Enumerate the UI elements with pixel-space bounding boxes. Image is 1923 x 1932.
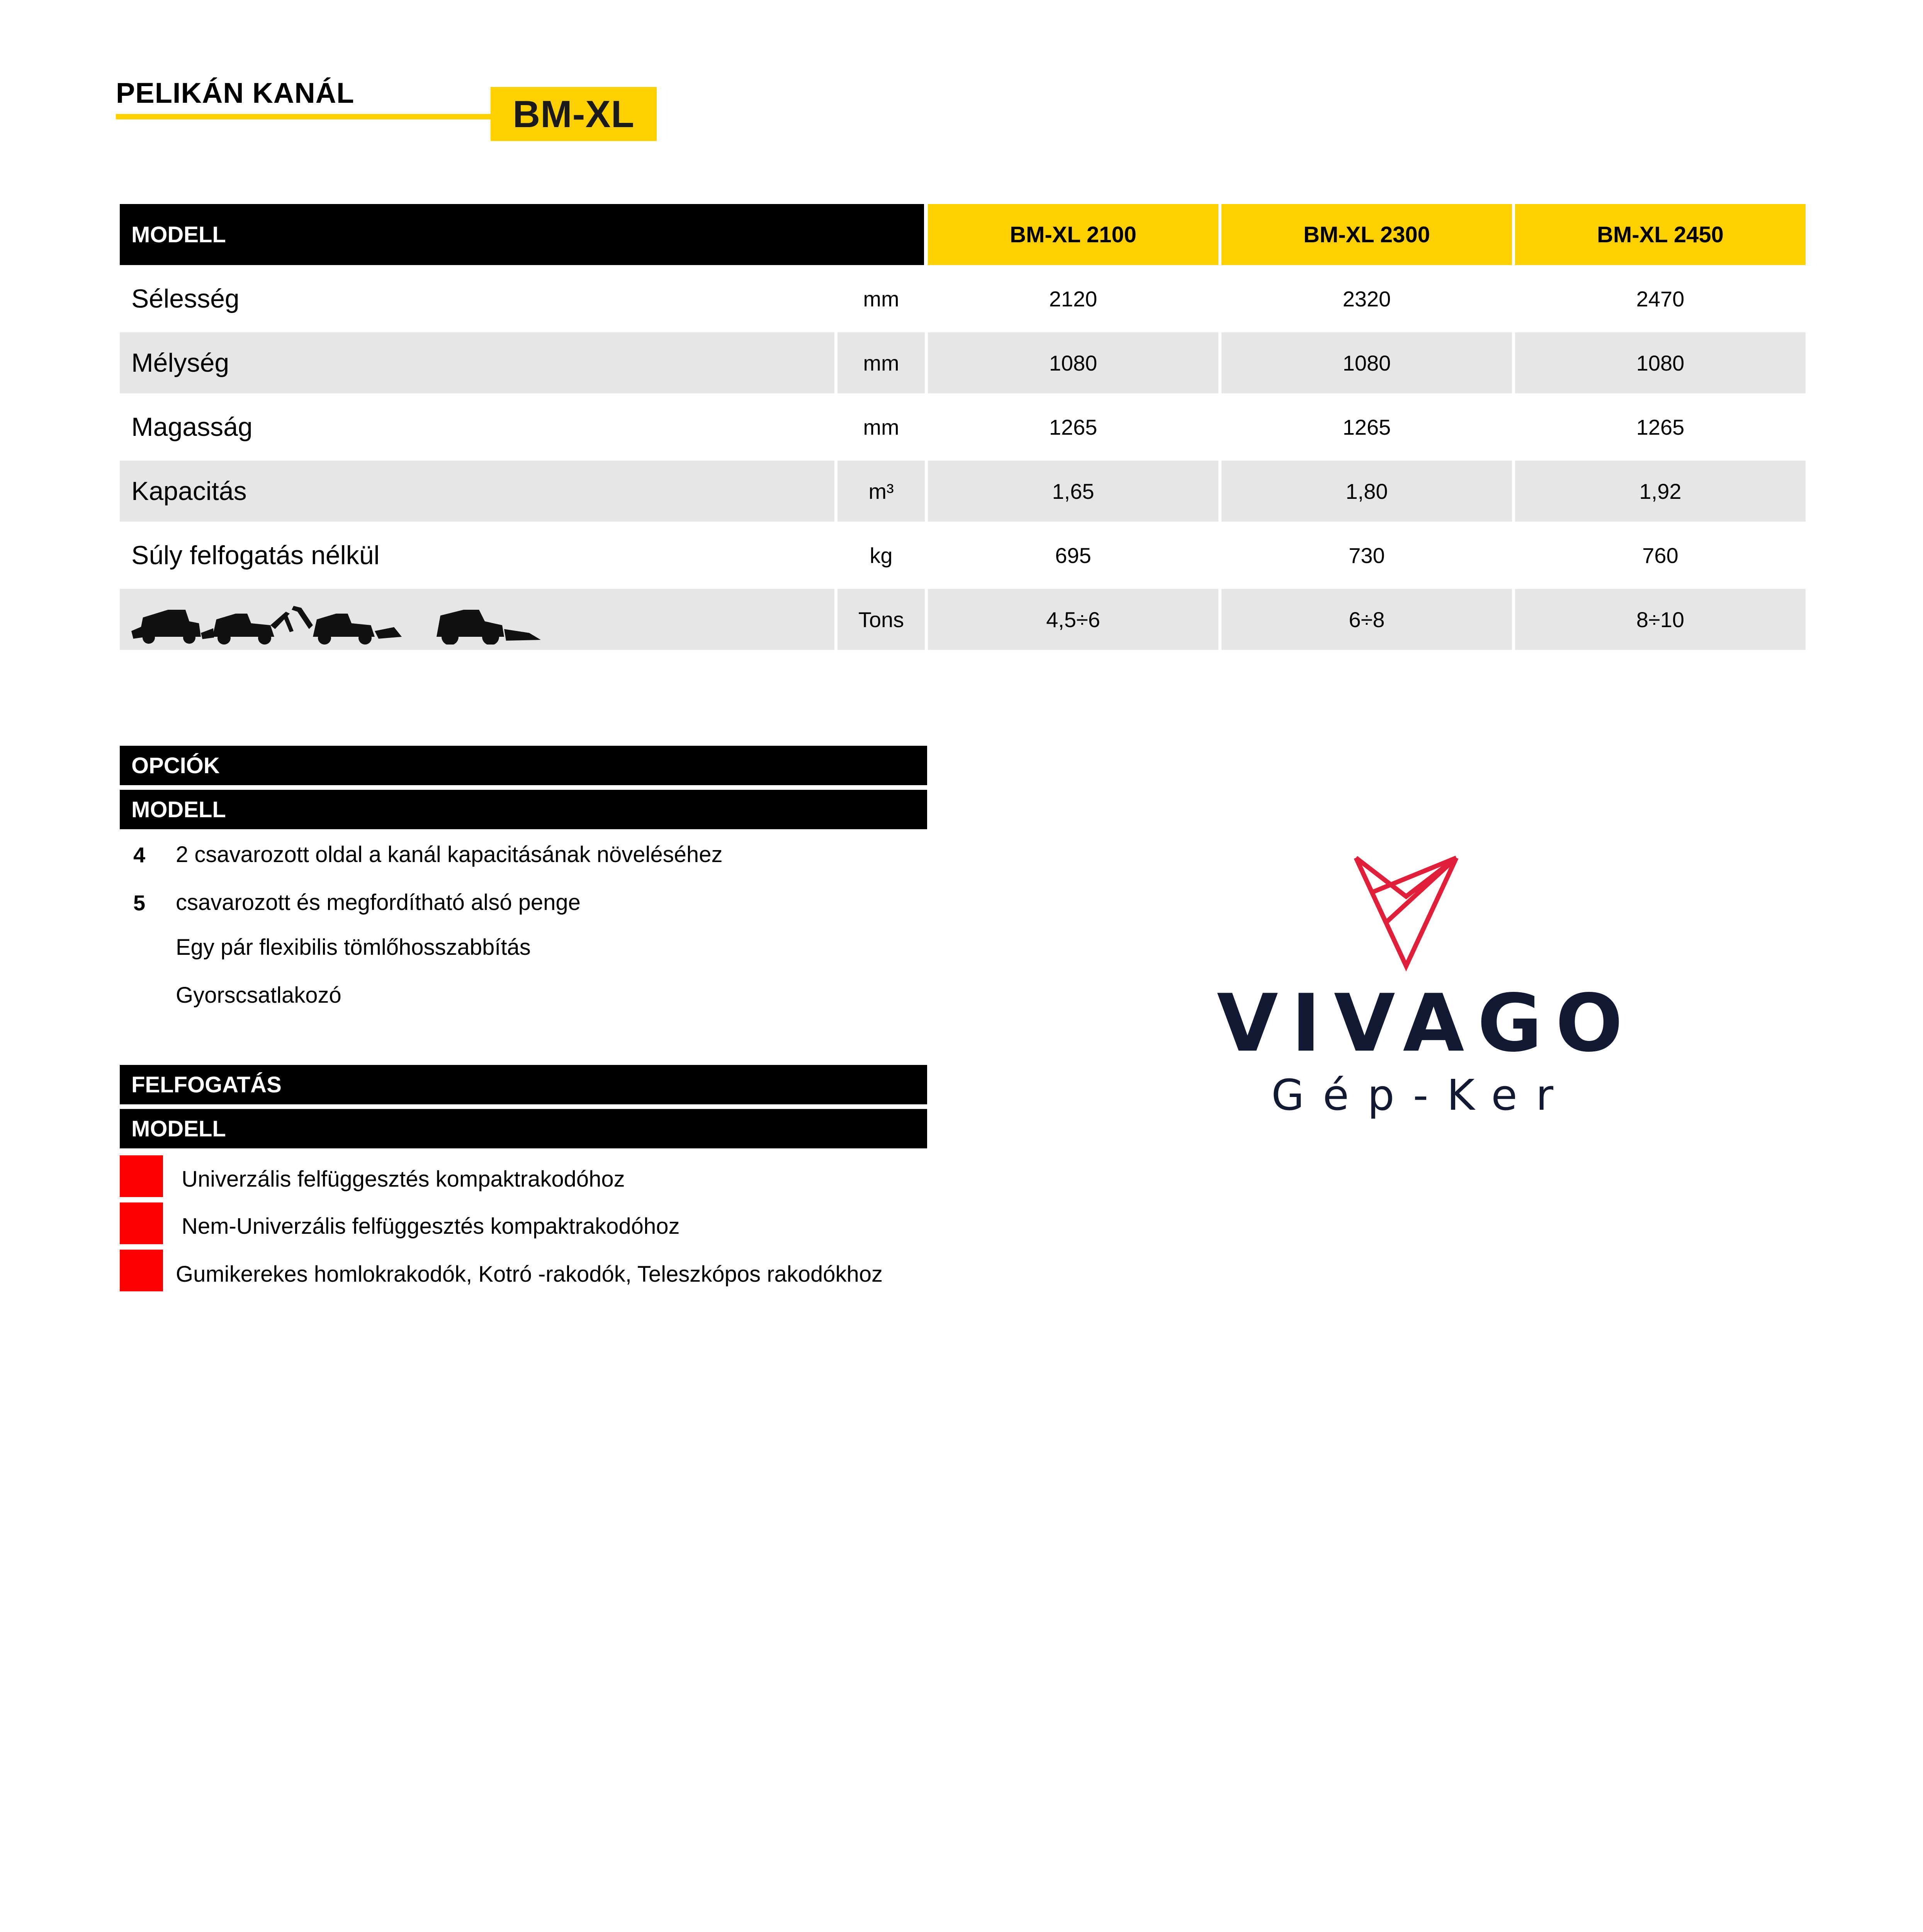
vivago-mark-icon bbox=[1348, 850, 1472, 974]
row-label: Súly felfogatás nélkül bbox=[131, 541, 380, 570]
row-label: Kapacitás bbox=[120, 461, 834, 522]
row-value: 1265 bbox=[1049, 415, 1097, 439]
option-text: 2 csavarozott oldal a kanál kapacitásának növeléséhez bbox=[176, 842, 723, 867]
attachment-heading: FELFOGATÁS bbox=[120, 1065, 927, 1104]
tons-value: 6÷8 bbox=[1221, 589, 1512, 650]
row-value: 1265 bbox=[1636, 415, 1685, 439]
row-value: 2320 bbox=[1342, 286, 1391, 311]
option-number: 5 bbox=[133, 891, 146, 915]
model-col-2: BM-XL 2300 bbox=[1221, 204, 1512, 265]
row-unit: mm bbox=[863, 286, 899, 311]
model-col-1: BM-XL 2100 bbox=[928, 204, 1218, 265]
attachment-subheading: MODELL bbox=[120, 1109, 927, 1148]
row-value: 2120 bbox=[1049, 286, 1097, 311]
machines-cell bbox=[120, 589, 834, 650]
option-text: csavarozott és megfordítható alsó penge bbox=[176, 890, 581, 915]
tons-unit: Tons bbox=[837, 589, 925, 650]
logo-tagline: Gép-Ker bbox=[1271, 1070, 1572, 1120]
option-number: 4 bbox=[133, 843, 146, 867]
row-label: Magasság bbox=[131, 412, 253, 442]
attachment-marker bbox=[120, 1250, 163, 1291]
logo-name: VIVAGO bbox=[1217, 978, 1636, 1070]
page-title: PELIKÁN KANÁL bbox=[116, 77, 355, 109]
model-col-3: BM-XL 2450 bbox=[1515, 204, 1806, 265]
row-unit: m³ bbox=[837, 461, 925, 522]
options-heading: OPCIÓK bbox=[120, 746, 927, 785]
model-header: MODELL bbox=[120, 204, 924, 265]
row-unit: mm bbox=[863, 415, 899, 439]
options-subheading: MODELL bbox=[120, 790, 927, 829]
row-value: 1,92 bbox=[1515, 461, 1806, 522]
attachment-text: Nem-Univerzális felfüggesztés kompaktrakodóhoz bbox=[182, 1214, 680, 1239]
attachment-marker bbox=[120, 1155, 163, 1197]
row-value: 1080 bbox=[928, 332, 1218, 393]
row-unit: kg bbox=[870, 543, 893, 568]
row-value: 1,80 bbox=[1221, 461, 1512, 522]
row-value: 2470 bbox=[1636, 286, 1685, 311]
row-value: 1080 bbox=[1221, 332, 1512, 393]
attachment-marker bbox=[120, 1202, 163, 1244]
row-unit: mm bbox=[837, 332, 925, 393]
attachment-text: Gumikerekes homlokrakodók, Kotró -rakodók, Teleszkópos rakodókhoz bbox=[176, 1262, 883, 1287]
row-label: Sélesség bbox=[131, 284, 240, 313]
tons-value: 8÷10 bbox=[1515, 589, 1806, 650]
option-text: Egy pár flexibilis tömlőhosszabbítás bbox=[176, 935, 531, 960]
title-underline bbox=[116, 114, 498, 119]
model-badge: BM-XL bbox=[491, 87, 657, 141]
machines-icon bbox=[131, 594, 541, 645]
row-value: 730 bbox=[1349, 543, 1385, 568]
row-value: 1,65 bbox=[928, 461, 1218, 522]
row-value: 695 bbox=[1055, 543, 1091, 568]
vivago-logo bbox=[1217, 850, 1636, 1121]
row-value: 1080 bbox=[1515, 332, 1806, 393]
option-text: Gyorscsatlakozó bbox=[176, 983, 341, 1008]
row-label: Mélység bbox=[120, 332, 834, 393]
row-value: 760 bbox=[1642, 543, 1678, 568]
row-value: 1265 bbox=[1342, 415, 1391, 439]
attachment-text: Univerzális felfüggesztés kompaktrakodóhoz bbox=[182, 1167, 625, 1192]
tons-value: 4,5÷6 bbox=[928, 589, 1218, 650]
